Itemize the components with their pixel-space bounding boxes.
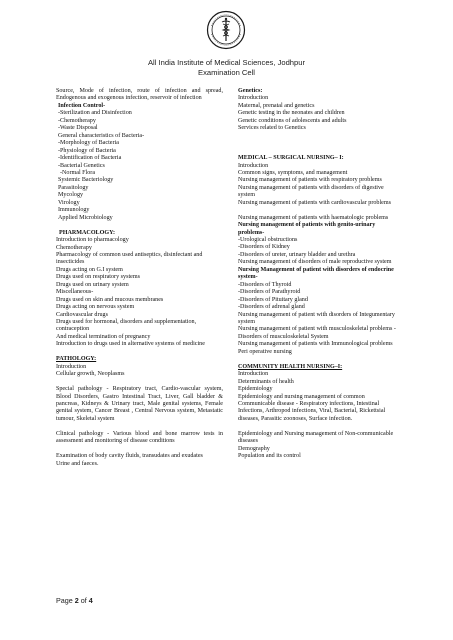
medical-surgical-heading: MEDICAL – SURGICAL NURSING– I: bbox=[238, 155, 344, 162]
list-item: Maternal, prenatal and genetics bbox=[238, 102, 315, 109]
pharmacology-heading: PHARMACOLOGY: bbox=[59, 229, 115, 236]
list-item: Drugs acting on nervous system bbox=[56, 304, 135, 311]
aiims-emblem-icon bbox=[206, 10, 246, 50]
microbiology-intro: Source, Mode of infection, route of infection and spread, Endogenous and exogenous infection, reservoir of infection bbox=[56, 88, 223, 102]
list-item: Epidemiology bbox=[238, 386, 273, 393]
page-number bbox=[56, 596, 93, 605]
list-item: Drugs acting on G.I system bbox=[56, 266, 123, 273]
genito-urinary-heading: Nursing management of patients with genito-urinary problems- bbox=[238, 222, 376, 236]
list-item: Introduction bbox=[56, 363, 87, 370]
list-item: Drugs used for hormonal, disorders and supplementation, contraception bbox=[56, 319, 197, 333]
list-item: -Bacterial Genetics bbox=[58, 162, 105, 169]
list-item: -Physiology of Bacteria bbox=[58, 147, 116, 154]
list-item: Epidemiology and Nursing management of Non-communicable diseases bbox=[238, 430, 394, 445]
list-item: -Urological obstructions bbox=[238, 237, 298, 244]
community-health-heading: COMMUNITY HEALTH NURSING–I: bbox=[238, 363, 343, 370]
list-item: Immunology bbox=[58, 207, 90, 214]
list-item: Introduction bbox=[238, 162, 269, 169]
list-item: Nursing management of patients with haematologic problems bbox=[238, 214, 389, 221]
list-item: Epidemiology and nursing management of common Communicable disease - Respiratory infections, Intestinal Infections, Arthropod infections, Viral, Bacterial, Rickettsial diseases, Parasitic zoonoses, Surface infection. bbox=[238, 393, 386, 422]
list-item: Peri operative nursing bbox=[238, 348, 292, 355]
list-item: Drugs used on skin and mucous membranes bbox=[56, 296, 164, 303]
special-pathology: Special pathology - Respiratory tract, Cardio-vascular system, Blood Disorders, Gastro Intestinal Tract, Liver, Gall bladder & pancreas, Kidneys & Urinary tract, Male genital systems, Female genital system, Cancer Breast , Central Nervous system, Metastatic tumour, Skeletal system bbox=[56, 386, 223, 422]
body-fluids: Examination of body cavity fluids, transudates and exudates bbox=[56, 453, 203, 460]
list-item: Nursing management of patient with musculoskeletal problems - Disorders of musculoskeletal System bbox=[238, 326, 396, 340]
endocrine-heading: Nursing Management of patient with disorders of endocrine system- bbox=[238, 266, 394, 281]
list-item: Nursing management of patient with disorders of Integumentary system bbox=[238, 311, 395, 326]
list-item: Nursing management of patients with cardiovascular problems bbox=[238, 199, 391, 206]
list-item: Services related to Genetics bbox=[238, 125, 306, 132]
list-item: -Disorders of adrenal gland bbox=[238, 304, 305, 311]
page-current: 2 bbox=[74, 596, 79, 605]
list-item: -Disorders of ureter, urinary bladder and urethra bbox=[238, 251, 356, 258]
list-item: Drugs used on respiratory systems bbox=[56, 274, 140, 281]
list-item: Introduction to drugs used in alternative systems of medicine bbox=[56, 341, 205, 348]
list-item: -Sterilization and Disinfection bbox=[58, 110, 132, 117]
list-item: Chemotherapy bbox=[56, 244, 92, 251]
institution-name: All India Institute of Medical Sciences, Jodhpur bbox=[147, 58, 306, 67]
department-name: Examination Cell bbox=[198, 68, 255, 77]
genetics-heading: Genetics: bbox=[238, 88, 263, 94]
list-item: Common signs, symptoms, and management bbox=[238, 169, 348, 176]
list-item: Drugs used on urinary system bbox=[56, 281, 129, 288]
list-item: Mycology bbox=[58, 192, 84, 199]
list-item: Population and its control bbox=[238, 453, 301, 460]
list-item: -Disorders of Pituitary gland bbox=[238, 296, 308, 303]
list-item: Introduction to pharmacology bbox=[56, 237, 129, 244]
list-item: Introduction bbox=[238, 95, 269, 102]
list-item: Introduction bbox=[238, 371, 269, 378]
left-column bbox=[56, 88, 223, 468]
list-item: Genetic testing in the neonates and children bbox=[238, 110, 345, 117]
pathology-heading: PATHOLOGY: bbox=[56, 356, 97, 363]
list-item: -Morphology of Bacteria bbox=[58, 140, 119, 147]
page-total: 4 bbox=[88, 596, 93, 605]
bacteria-general: General characteristics of Bacteria- bbox=[58, 132, 145, 139]
list-item: -Disorders of Kidney bbox=[238, 244, 290, 251]
list-item: -Normal Flora bbox=[60, 169, 96, 176]
list-item: -Disorders of Parathyroid bbox=[238, 289, 301, 296]
list-item: Nursing management of patients with Immunological problems bbox=[238, 341, 393, 348]
list-item: Systemic Bacteriology bbox=[58, 177, 114, 184]
clinical-pathology: Clinical pathology - Various blood and bone marrow tests in assessment and monitoring of disease conditions bbox=[56, 430, 223, 445]
list-item: Miscellaneous- bbox=[56, 289, 94, 296]
list-item: -Identification of Bacteria bbox=[58, 155, 122, 162]
list-item: -Waste Disposal bbox=[58, 125, 98, 132]
list-item: Demography bbox=[238, 445, 270, 452]
list-item: Cardiovascular drugs bbox=[56, 311, 108, 318]
list-item: Parasitology bbox=[58, 184, 89, 191]
list-item: Genetic conditions of adolescents and adults bbox=[238, 117, 347, 124]
page-of: of bbox=[80, 596, 87, 605]
list-item: Virology bbox=[58, 199, 80, 206]
list-item: -Disorders of Thyroid bbox=[238, 281, 292, 288]
urine-faeces: Urine and faeces. bbox=[56, 460, 99, 467]
right-column bbox=[238, 88, 402, 461]
list-item: Nursing management of patients with respiratory problems bbox=[238, 177, 382, 184]
page-word: Page bbox=[56, 596, 73, 605]
list-item: And medical termination of pregnancy bbox=[56, 333, 151, 340]
list-item: Nursing management of patients with disorders of digestive system bbox=[238, 184, 384, 199]
list-item: Determinants of health bbox=[238, 378, 294, 385]
list-item: Nursing management of disorders of male reproductive system bbox=[238, 259, 392, 266]
infection-control-heading: Infection Control- bbox=[58, 102, 106, 109]
list-item: -Chemotherapy bbox=[58, 117, 96, 124]
list-item: Applied Microbiology bbox=[58, 214, 113, 221]
list-item: Pharmacology of common used antiseptics, disinfectant and insecticides bbox=[56, 251, 203, 266]
list-item: Cellular growth, Neoplasms bbox=[56, 371, 125, 378]
